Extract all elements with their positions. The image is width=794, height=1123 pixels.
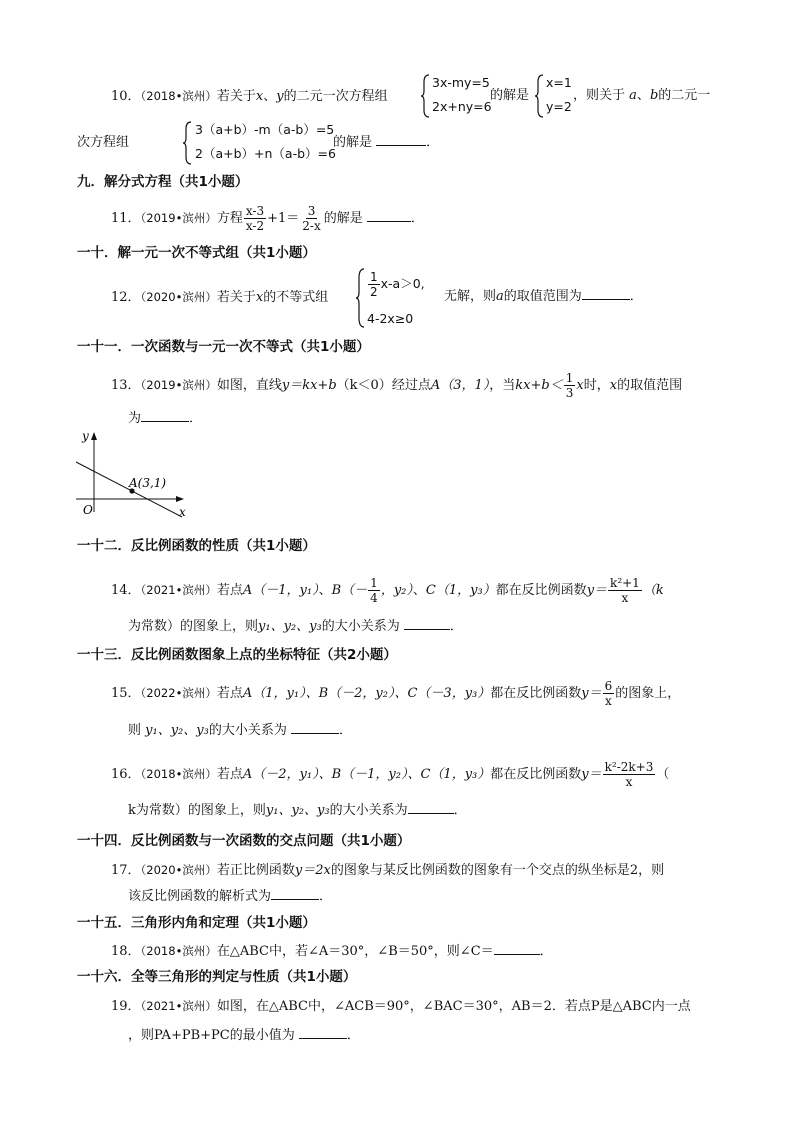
- q10-line1-tail: [573, 86, 710, 106]
- fraction-denominator: 3: [565, 386, 574, 400]
- q18-end: ．: [539, 944, 553, 959]
- q13-graph: [74, 428, 194, 523]
- q11-source: （2019•滨州）: [140, 211, 217, 225]
- q18-answer-blank[interactable]: [494, 953, 540, 955]
- q16-end: ．: [453, 803, 467, 818]
- q17-text: 的图象与某反比例函数的图象有一个交点的纵坐标是2，则: [330, 863, 665, 878]
- q14-point-b: ，y₂）: [380, 583, 413, 598]
- fraction-denominator: 2: [370, 285, 378, 299]
- q16-points: A（－2，y₁）、B（－1，y₂）、C（1，y₃）: [242, 767, 491, 782]
- q15-points: A（1，y₁）、B（－2，y₂）、C（－3，y₃）: [242, 686, 491, 701]
- q14-line2: [128, 617, 463, 637]
- q14-sep: 、: [318, 583, 332, 598]
- q17-answer-blank[interactable]: [271, 898, 319, 900]
- q15-text: 则: [128, 723, 142, 738]
- q13-fraction: [564, 371, 576, 400]
- q13-condition: （k＜0）: [336, 378, 392, 393]
- q14-number: 14．: [111, 583, 141, 598]
- q14-answer-blank[interactable]: [404, 628, 450, 630]
- q17-end: ．: [319, 889, 333, 904]
- q16-line1: [111, 760, 669, 789]
- q11-answer-blank[interactable]: [367, 220, 411, 222]
- q10-eq2: 2x+ny=6: [432, 99, 492, 114]
- q14-vars: y₁、y₂、y₃: [258, 619, 322, 634]
- q15-text: 若点: [216, 686, 243, 701]
- q10-line1: [111, 86, 388, 107]
- q11-line: [111, 204, 424, 233]
- q16-number: 16．: [111, 767, 141, 782]
- q10-eq4: 2（a+b）+n（a-b）=6: [195, 146, 336, 161]
- fraction-denominator: x: [621, 591, 629, 605]
- q10-line2-tail: [333, 133, 439, 153]
- q10-system2-brace: [183, 121, 193, 165]
- q16-line2: [128, 801, 467, 821]
- q10-number: 10．: [111, 89, 141, 104]
- q15-text: 都在反比例函数: [490, 686, 582, 701]
- q10-answer-blank[interactable]: [376, 144, 426, 146]
- q14-line1: [111, 576, 664, 605]
- q16-fraction: [603, 760, 656, 789]
- q15-y-eq: y＝: [581, 686, 602, 701]
- q13-number: 13．: [111, 378, 141, 393]
- q10-source: （2018•滨州）: [140, 89, 217, 103]
- q15-fraction: [603, 679, 615, 708]
- q14-text: 若点: [216, 583, 243, 598]
- q16-text: 都在反比例函数: [490, 767, 582, 782]
- q14-end: ．: [449, 619, 463, 634]
- fraction-denominator: 2-x: [302, 219, 321, 233]
- q12-system-brace: [356, 268, 366, 328]
- q14-sep: 、: [412, 583, 426, 598]
- q10-text: 的二元一次方程组: [283, 89, 388, 104]
- q10-sol2: y=2: [546, 99, 572, 114]
- q19-line1: [111, 996, 691, 1017]
- q10-eq1: 3x-my=5: [432, 75, 490, 90]
- q11-fraction2: [300, 204, 322, 233]
- origin-label: O: [83, 503, 93, 517]
- fraction-numerator: 1: [370, 576, 378, 590]
- fraction-numerator: k²+1: [610, 576, 640, 590]
- q12-text: 的不等式组: [263, 290, 329, 305]
- q13-point: A（3，1）: [430, 378, 490, 393]
- fraction-numerator: 6: [604, 679, 613, 693]
- q13-text: 的取值范围: [617, 378, 683, 393]
- q10-var-a: a: [629, 88, 637, 103]
- q15-end: ．: [338, 723, 352, 738]
- q10-text3: 的解是: [490, 88, 530, 103]
- q17-text: 若正比例函数: [216, 863, 295, 878]
- y-axis-arrow-icon: [91, 432, 97, 440]
- q14-point-b: B（－: [331, 583, 368, 598]
- q14-source: （2021•滨州）: [140, 583, 217, 597]
- section-13-heading: 一十三．反比例函数图象上点的坐标特征（共2小题）: [77, 647, 397, 663]
- q15-answer-blank[interactable]: [291, 732, 339, 734]
- q14-text: 为常数）的图象上，则: [128, 619, 259, 634]
- q19-source: （2021•滨州）: [140, 999, 217, 1013]
- q13-text: 为: [128, 411, 142, 426]
- q14-text: （k: [642, 583, 664, 598]
- q13-function: y＝kx+b: [281, 378, 337, 393]
- section-10-heading: 一十．解一元一次不等式组（共1小题）: [77, 245, 316, 261]
- fraction-denominator: x: [625, 775, 633, 789]
- q14-text: 都在反比例函数: [495, 583, 587, 598]
- q16-text: 的大小关系为: [329, 803, 408, 818]
- q10-sol1: x=1: [546, 75, 572, 90]
- q17-text: 该反比例函数的解析式为: [128, 889, 272, 904]
- q12-text: 无解，则: [444, 289, 497, 304]
- q10-end: ．: [426, 135, 440, 150]
- q16-source: （2018•滨州）: [140, 767, 217, 781]
- q13-inequality: kx+b＜: [515, 378, 563, 393]
- q16-text: 若点: [216, 767, 243, 782]
- point-a-label: A(3,1): [129, 476, 167, 490]
- q12-source: （2020•滨州）: [140, 290, 217, 304]
- x-axis-arrow-icon: [176, 496, 184, 502]
- q15-source: （2022•滨州）: [140, 686, 217, 700]
- section-16-heading: 一十六．全等三角形的判定与性质（共1小题）: [77, 969, 357, 985]
- q19-text: 如图，在△ABC中，∠ACB＝90°，∠BAC＝30°，AB＝2．若点P是△ABC内一点: [216, 999, 691, 1014]
- q15-line2: [128, 721, 352, 741]
- q12-ineq1-text: x-a＞0,: [380, 276, 425, 291]
- q15-text: 的图象上，: [615, 686, 681, 701]
- q10-eq3: 3（a+b）-m（a-b）=5: [195, 122, 335, 137]
- q12-number: 12．: [111, 290, 141, 305]
- q10-var-y: y: [276, 89, 284, 104]
- q15-vars: y₁、y₂、y₃: [145, 723, 209, 738]
- q11-text: +1＝: [267, 211, 300, 226]
- q13-source: （2019•滨州）: [140, 378, 217, 392]
- q11-text: 的解是: [323, 211, 363, 226]
- y-axis-label: y: [82, 429, 89, 443]
- q17-source: （2020•滨州）: [140, 863, 217, 877]
- q10-comma: 、: [636, 88, 650, 103]
- fraction-numerator: x-3: [245, 204, 265, 218]
- q13-line2: [128, 409, 202, 429]
- q19-end: ．: [346, 1028, 360, 1043]
- q13-line1: [111, 371, 682, 400]
- q15-text: 的大小关系为: [208, 723, 287, 738]
- q15-number: 15．: [111, 686, 141, 701]
- q18-line: [111, 941, 553, 962]
- q12-answer-blank[interactable]: [582, 298, 630, 300]
- q17-line2: [128, 887, 332, 907]
- q13-text: 时，: [583, 378, 610, 393]
- q11-fraction1: [244, 204, 266, 233]
- q14-point-c: C（1，y₃）: [425, 583, 496, 598]
- q14-fraction: [368, 576, 380, 605]
- q19-line2: [128, 1026, 360, 1046]
- q10-var-x: x: [255, 89, 264, 104]
- q14-y-eq: y＝: [586, 583, 608, 598]
- q12-var-a: a: [496, 289, 504, 304]
- q12-text: 的取值范围为: [503, 289, 582, 304]
- q13-answer-blank[interactable]: [141, 420, 189, 422]
- fraction-numerator: 3: [307, 204, 316, 218]
- q18-text: 在△ABC中，若∠A＝30°，∠B＝50°，则∠C＝: [216, 944, 494, 959]
- q12-ineq1: [367, 270, 425, 299]
- q12-end: ．: [629, 289, 643, 304]
- section-11-heading: 一十一．一次函数与一元一次不等式（共1小题）: [77, 339, 370, 355]
- q14-function-fraction: [608, 576, 642, 605]
- q19-text: ，则PA+PB+PC的最小值为: [128, 1028, 295, 1043]
- q17-number: 17．: [111, 863, 141, 878]
- q10-text: 的解是: [333, 135, 373, 150]
- q19-number: 19．: [111, 999, 141, 1014]
- q10-comma: 、: [263, 89, 277, 104]
- q14-text: 的大小关系为: [321, 619, 400, 634]
- q16-vars: y₁、y₂、y₃: [265, 803, 330, 818]
- q13-var-x: x: [576, 378, 584, 393]
- q11-text: 方程: [216, 211, 243, 226]
- q10-text: 的二元一: [658, 88, 711, 103]
- fraction-denominator: x-2: [245, 219, 265, 233]
- q13-text: ，当: [489, 378, 516, 393]
- q16-text: k为常数）的图象上，则: [128, 803, 266, 818]
- fraction-numerator: 1: [370, 270, 378, 284]
- section-12-heading: 一十二．反比例函数的性质（共1小题）: [77, 538, 316, 554]
- q10-var-b: b: [649, 88, 659, 103]
- q12-text: 若关于: [216, 290, 256, 305]
- q17-line1: [111, 860, 664, 881]
- q18-source: （2018•滨州）: [140, 944, 217, 958]
- q10-text: 若关于: [216, 89, 256, 104]
- section-15-heading: 一十五．三角形内角和定理（共1小题）: [77, 915, 316, 931]
- fraction-denominator: x: [605, 694, 612, 708]
- q13-end: ．: [189, 411, 203, 426]
- q19-answer-blank[interactable]: [299, 1037, 347, 1039]
- q12-fraction: [368, 270, 380, 299]
- fraction-numerator: k²-2k+3: [604, 760, 654, 774]
- fraction-numerator: 1: [565, 371, 574, 385]
- q15-line1: [111, 679, 680, 708]
- q12-line-head: [111, 287, 328, 308]
- x-axis-label: x: [179, 505, 186, 519]
- q16-answer-blank[interactable]: [408, 812, 454, 814]
- q12-ineq2: 4-2x≥0: [367, 311, 414, 326]
- q11-end: ．: [410, 211, 424, 226]
- q10-system1-brace: [421, 74, 431, 118]
- q16-text: （: [656, 767, 670, 782]
- section-14-heading: 一十四．反比例函数与一次函数的交点问题（共1小题）: [77, 833, 411, 849]
- q13-text: 经过点: [391, 378, 431, 393]
- q10-line2a: 次方程组: [77, 135, 130, 150]
- section-9-heading: 九．解分式方程（共1小题）: [77, 174, 249, 190]
- q12-var-x: x: [255, 290, 264, 305]
- fraction-denominator: 4: [370, 591, 378, 605]
- q16-y-eq: y＝: [581, 767, 602, 782]
- q12-line-tail: [444, 287, 643, 307]
- q17-function: y＝2x: [294, 863, 331, 878]
- q13-text: 如图，直线: [216, 378, 282, 393]
- q11-number: 11．: [111, 211, 141, 226]
- q10-text: ，则关于: [573, 88, 626, 103]
- q13-var-x: x: [609, 378, 618, 393]
- q10-solution-brace: [535, 74, 545, 118]
- q14-point-a: A（－1，y₁）: [242, 583, 319, 598]
- q18-number: 18．: [111, 944, 141, 959]
